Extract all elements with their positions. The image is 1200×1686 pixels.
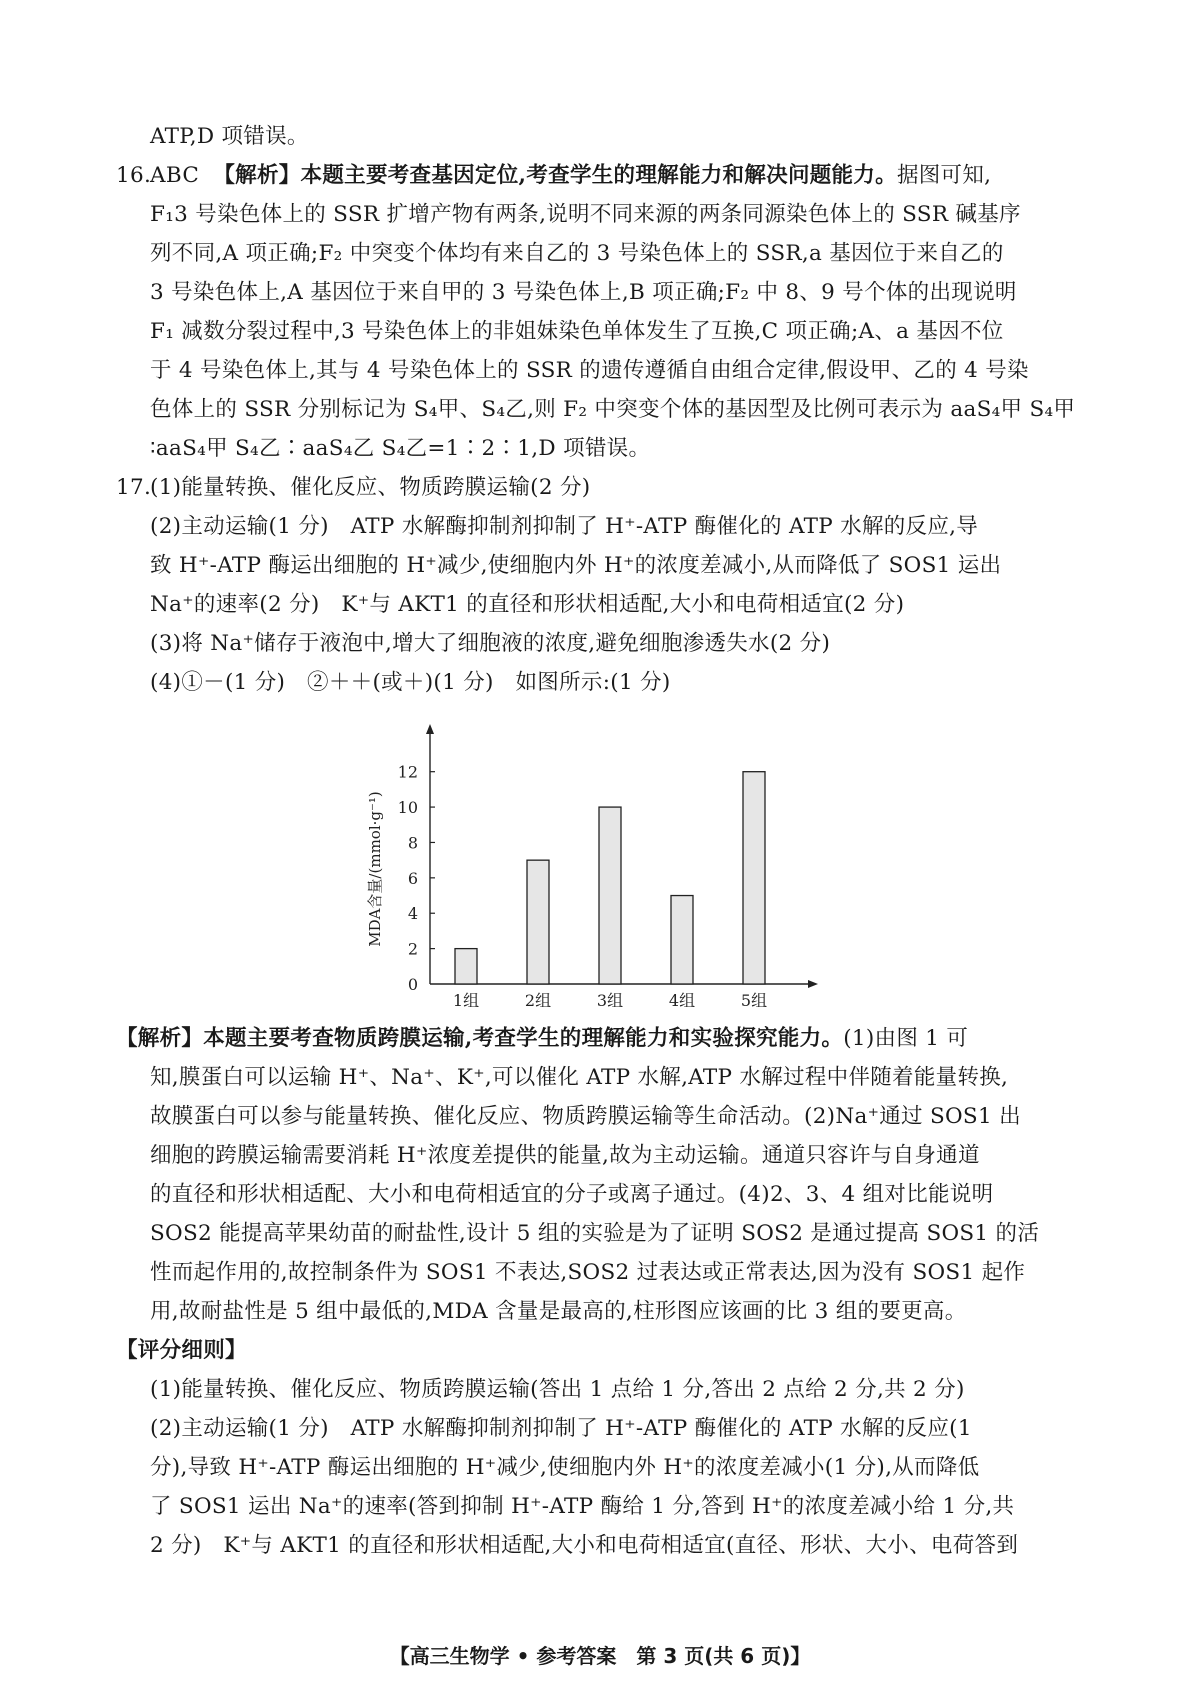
- analysis-line: [116, 1020, 1090, 1059]
- x-tick-label: 3组: [596, 991, 624, 1010]
- text-line: (4)①－(1 分) ②＋＋(或＋)(1 分) 如图所示:(1 分): [150, 670, 671, 695]
- scoring-title: 【评分细则】: [116, 1338, 247, 1363]
- analysis-heading: 【解析】本题主要考查基因定位,考查学生的理解能力和解决问题能力。: [213, 163, 897, 188]
- bar: [671, 896, 693, 984]
- text-line: 性而起作用的,故控制条件为 SOS1 不表达,SOS2 过表达或正常表达,因为没有 SOS1 起作: [150, 1260, 1026, 1285]
- y-tick-label: 6: [407, 868, 418, 888]
- text-line: (2)主动运输(1 分) ATP 水解酶抑制剂抑制了 H⁺-ATP 酶催化的 ATP 水解的反应(1: [150, 1416, 972, 1441]
- y-tick-label: 4: [407, 904, 418, 924]
- y-axis-arrow: [426, 724, 434, 734]
- text-line: 色体上的 SSR 分别标记为 S₄甲、S₄乙,则 F₂ 中突变个体的基因型及比例可表示为 aaS₄甲 S₄甲: [150, 397, 1076, 422]
- y-tick-label: 0: [407, 975, 418, 994]
- text-line: 致 H⁺-ATP 酶运出细胞的 H⁺减少,使细胞内外 H⁺的浓度差减小,从而降低了 SOS1 运出: [150, 553, 1002, 578]
- scoring-heading: [116, 1332, 1056, 1371]
- y-tick-label: 10: [397, 798, 418, 818]
- text-line: 的直径和形状相适配、大小和电荷相适宜的分子或离子通过。(4)2、3、4 组对比能说明: [150, 1182, 994, 1207]
- bar: [743, 772, 765, 984]
- analysis-heading: 【解析】本题主要考查物质跨膜运输,考查学生的理解能力和实验探究能力。: [116, 1026, 844, 1051]
- chart-svg: [366, 722, 840, 1012]
- x-axis-arrow: [808, 980, 818, 988]
- text-line: F₁3 号染色体上的 SSR 扩增产物有两条,说明不同来源的两条同源染色体上的 SSR 碱基序: [150, 202, 1021, 227]
- answer-choice: ABC: [150, 163, 200, 188]
- text-line: 了 SOS1 运出 Na⁺的速率(答到抑制 H⁺-ATP 酶给 1 分,答到 H⁺的浓度差减小给 1 分,共: [150, 1494, 1015, 1519]
- text-line: 列不同,A 项正确;F₂ 中突变个体均有来自乙的 3 号染色体上的 SSR,a 基因位于来自乙的: [150, 241, 1004, 266]
- question-16-line: [116, 157, 1090, 196]
- x-tick-label: 1组: [452, 991, 480, 1010]
- text-line: 分),导致 H⁺-ATP 酶运出细胞的 H⁺减少,使细胞内外 H⁺的浓度差减小(1 分),从而降低: [150, 1455, 980, 1480]
- text-line: (2)主动运输(1 分) ATP 水解酶抑制剂抑制了 H⁺-ATP 酶催化的 ATP 水解的反应,导: [150, 514, 979, 539]
- page-footer: 【高三生物学 • 参考答案 第 3 页(共 6 页)】: [389, 1644, 811, 1668]
- line-text: (1)由图 1 可: [843, 1026, 969, 1051]
- text-line: Na⁺的速率(2 分) K⁺与 AKT1 的直径和形状相适配,大小和电荷相适宜(2 分): [150, 592, 905, 617]
- text-line: [150, 118, 1090, 157]
- line-text: 据图可知,: [896, 163, 992, 188]
- y-axis-label: MDA含量/(mmol·g⁻¹): [366, 791, 384, 947]
- question-17-line: [116, 469, 1090, 508]
- text-line: ∶aaS₄甲 S₄乙∶aaS₄乙 S₄乙=1∶2∶1,D 项错误。: [150, 436, 651, 461]
- question-number: 17.: [116, 475, 152, 500]
- mda-bar-chart: [366, 722, 840, 1012]
- y-tick-label: 12: [397, 762, 418, 782]
- text-line: 3 号染色体上,A 基因位于来自甲的 3 号染色体上,B 项正确;F₂ 中 8、9 号个体的出现说明: [150, 280, 1017, 305]
- text-line: 2 分) K⁺与 AKT1 的直径和形状相适配,大小和电荷相适宜(直径、形状、大小、电荷答到: [150, 1533, 1019, 1558]
- text-line: 知,膜蛋白可以运输 H⁺、Na⁺、K⁺,可以催化 ATP 水解,ATP 水解过程中伴随着能量转换,: [150, 1065, 1009, 1090]
- text-line: 于 4 号染色体上,其与 4 号染色体上的 SSR 的遗传遵循自由组合定律,假设甲、乙的 4 号染: [150, 358, 1029, 383]
- x-tick-label: 2组: [524, 991, 552, 1010]
- question-number: 16.: [116, 163, 152, 188]
- y-tick-label: 8: [407, 833, 418, 853]
- bar: [527, 860, 549, 984]
- text-line: SOS2 能提高苹果幼苗的耐盐性,设计 5 组的实验是为了证明 SOS2 是通过提高 SOS1 的活: [150, 1221, 1040, 1246]
- text-line: F₁ 减数分裂过程中,3 号染色体上的非姐妹染色单体发生了互换,C 项正确;A、a 基因不位: [150, 319, 1004, 344]
- text-line: 细胞的跨膜运输需要消耗 H⁺浓度差提供的能量,故为主动运输。通道只容许与自身通道: [150, 1143, 980, 1168]
- line-text: (1)能量转换、催化反应、物质跨膜运输(2 分): [150, 475, 591, 500]
- text-line: (1)能量转换、催化反应、物质跨膜运输(答出 1 点给 1 分,答出 2 点给 2 分,共 2 分): [150, 1377, 965, 1402]
- text-line: 故膜蛋白可以参与能量转换、催化反应、物质跨膜运输等生命活动。(2)Na⁺通过 SOS1 出: [150, 1104, 1021, 1129]
- line-text: ATP,D 项错误。: [150, 124, 309, 149]
- text-line: (3)将 Na⁺储存于液泡中,增大了细胞液的浓度,避免细胞渗透失水(2 分): [150, 631, 831, 656]
- y-tick-label: 2: [407, 939, 418, 959]
- bar: [599, 807, 621, 984]
- x-tick-label: 5组: [740, 991, 768, 1010]
- x-tick-label: 4组: [668, 991, 696, 1010]
- text-line: 用,故耐盐性是 5 组中最低的,MDA 含量是最高的,柱形图应该画的比 3 组的要更高。: [150, 1299, 967, 1324]
- bar: [455, 949, 477, 984]
